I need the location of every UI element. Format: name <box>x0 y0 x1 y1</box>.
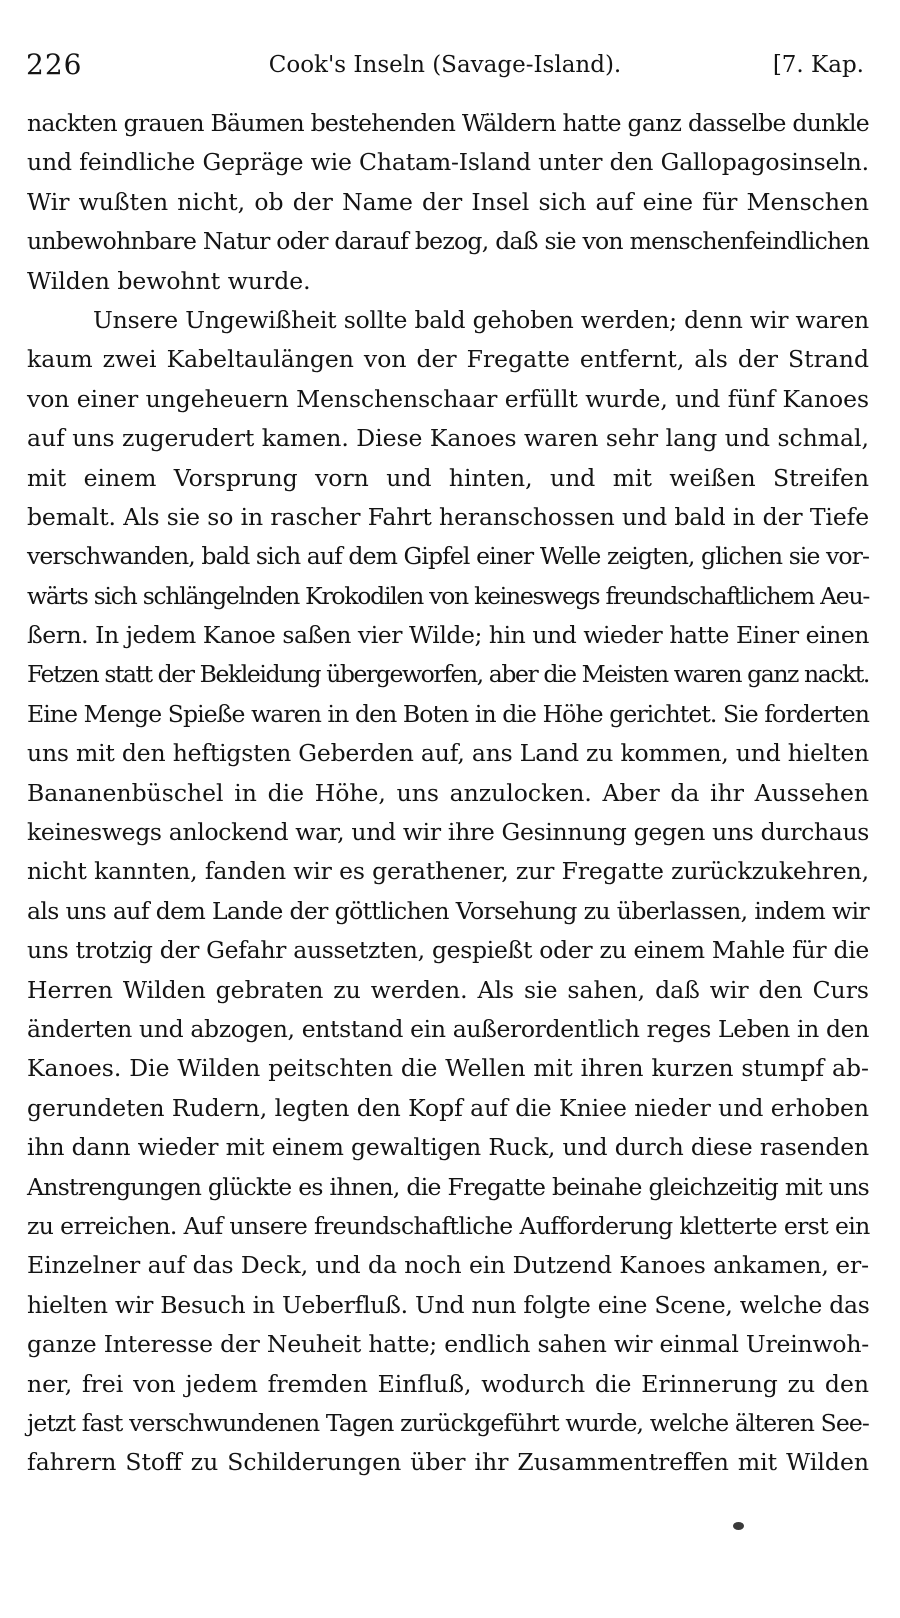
text-line: Anstrengungen glückte es ihnen, die Fregatte beinahe gleichzeitig mit uns <box>27 1172 869 1201</box>
body-text <box>27 104 869 1483</box>
text-line: hielten wir Besuch in Ueberfluß. Und nun folgte eine Scene, welche das <box>27 1290 870 1319</box>
text-line: und feindliche Gepräge wie Chatam-Island unter den Gallopagosinseln. <box>27 148 869 177</box>
text-line: fahrern Stoff zu Schilderungen über ihr Zusammentreffen mit Wilden <box>27 1448 869 1477</box>
text-line: Eine Menge Spieße waren in den Boten in die Höhe gerichtet. Sie forderten <box>27 699 869 728</box>
text-line: Wir wußten nicht, ob der Name der Insel sich auf eine für Menschen <box>27 187 869 216</box>
text-line: Einzelner auf das Deck, und da noch ein Dutzend Kanoes ankamen, er- <box>27 1251 869 1280</box>
text-line: änderten und abzogen, entstand ein außerordentlich reges Leben in den <box>27 1014 869 1043</box>
text-line: Fetzen statt der Bekleidung übergeworfen, aber die Meisten waren ganz nackt. <box>27 660 869 689</box>
text-line: wärts sich schlängelnden Krokodilen von keineswegs freundschaftlichem Aeu- <box>27 581 869 610</box>
running-head <box>26 44 864 92</box>
text-line: Wilden bewohnt wurde. <box>27 266 311 295</box>
text-line: Kanoes. Die Wilden peitschten die Wellen mit ihren kurzen stumpf ab- <box>27 1054 869 1083</box>
running-title: Cook's Inseln (Savage-Island). <box>268 52 622 78</box>
text-line: gerundeten Rudern, legten den Kopf auf die Kniee nieder und erhoben <box>27 1093 869 1122</box>
text-line: Bananenbüschel in die Höhe, uns anzulocken. Aber da ihr Aussehen <box>27 778 869 807</box>
text-line: Unsere Ungewißheit sollte bald gehoben werden; denn wir waren <box>93 305 869 334</box>
text-line: uns trotzig der Gefahr aussetzten, gespießt oder zu einem Mahle für die <box>27 936 869 965</box>
text-line: ner, frei von jedem fremden Einfluß, wodurch die Erinnerung zu den <box>27 1369 869 1398</box>
text-line: ihn dann wieder mit einem gewaltigen Ruck, und durch diese rasenden <box>27 1133 869 1162</box>
text-line: keineswegs anlockend war, und wir ihre Gesinnung gegen uns durchaus <box>27 818 869 847</box>
chapter-label: [7. Kap. <box>772 52 864 78</box>
text-line: auf uns zugerudert kamen. Diese Kanoes waren sehr lang und schmal, <box>27 424 869 453</box>
text-line: ganze Interesse der Neuheit hatte; endlich sahen wir einmal Ureinwoh- <box>27 1330 869 1359</box>
text-line: nicht kannten, fanden wir es gerathener, zur Fregatte zurückzukehren, <box>27 857 869 886</box>
text-line: uns mit den heftigsten Geberden auf, ans Land zu kommen, und hielten <box>27 739 869 768</box>
text-line: verschwanden, bald sich auf dem Gipfel einer Welle zeigten, glichen sie vor- <box>27 542 869 571</box>
text-line: nackten grauen Bäumen bestehenden Wäldern hatte ganz dasselbe dunkle <box>27 109 869 137</box>
text-line: Herren Wilden gebraten zu werden. Als sie sahen, daß wir den Curs <box>27 975 869 1004</box>
text-line: kaum zwei Kabeltaulängen von der Fregatte entfernt, als der Strand <box>27 345 869 374</box>
text-line: mit einem Vorsprung vorn und hinten, und mit weißen Streifen <box>27 463 869 492</box>
text-line: von einer ungeheuern Menschenschaar erfüllt wurde, und fünf Kanoes <box>27 384 869 413</box>
ink-smudge <box>733 1522 744 1530</box>
page-number: 226 <box>26 48 83 81</box>
text-line: jetzt fast verschwundenen Tagen zurückgeführt wurde, welche älteren See- <box>27 1408 869 1437</box>
text-line: zu erreichen. Auf unsere freundschaftliche Aufforderung kletterte erst ein <box>27 1211 870 1240</box>
text-line: unbewohnbare Natur oder darauf bezog, daß sie von menschenfeindlichen <box>27 227 869 256</box>
text-line: als uns auf dem Lande der göttlichen Vorsehung zu überlassen, indem wir <box>27 896 869 925</box>
text-line: bemalt. Als sie so in rascher Fahrt heranschossen und bald in der Tiefe <box>27 502 869 531</box>
text-line: ßern. In jedem Kanoe saßen vier Wilde; hin und wieder hatte Einer einen <box>27 621 869 650</box>
